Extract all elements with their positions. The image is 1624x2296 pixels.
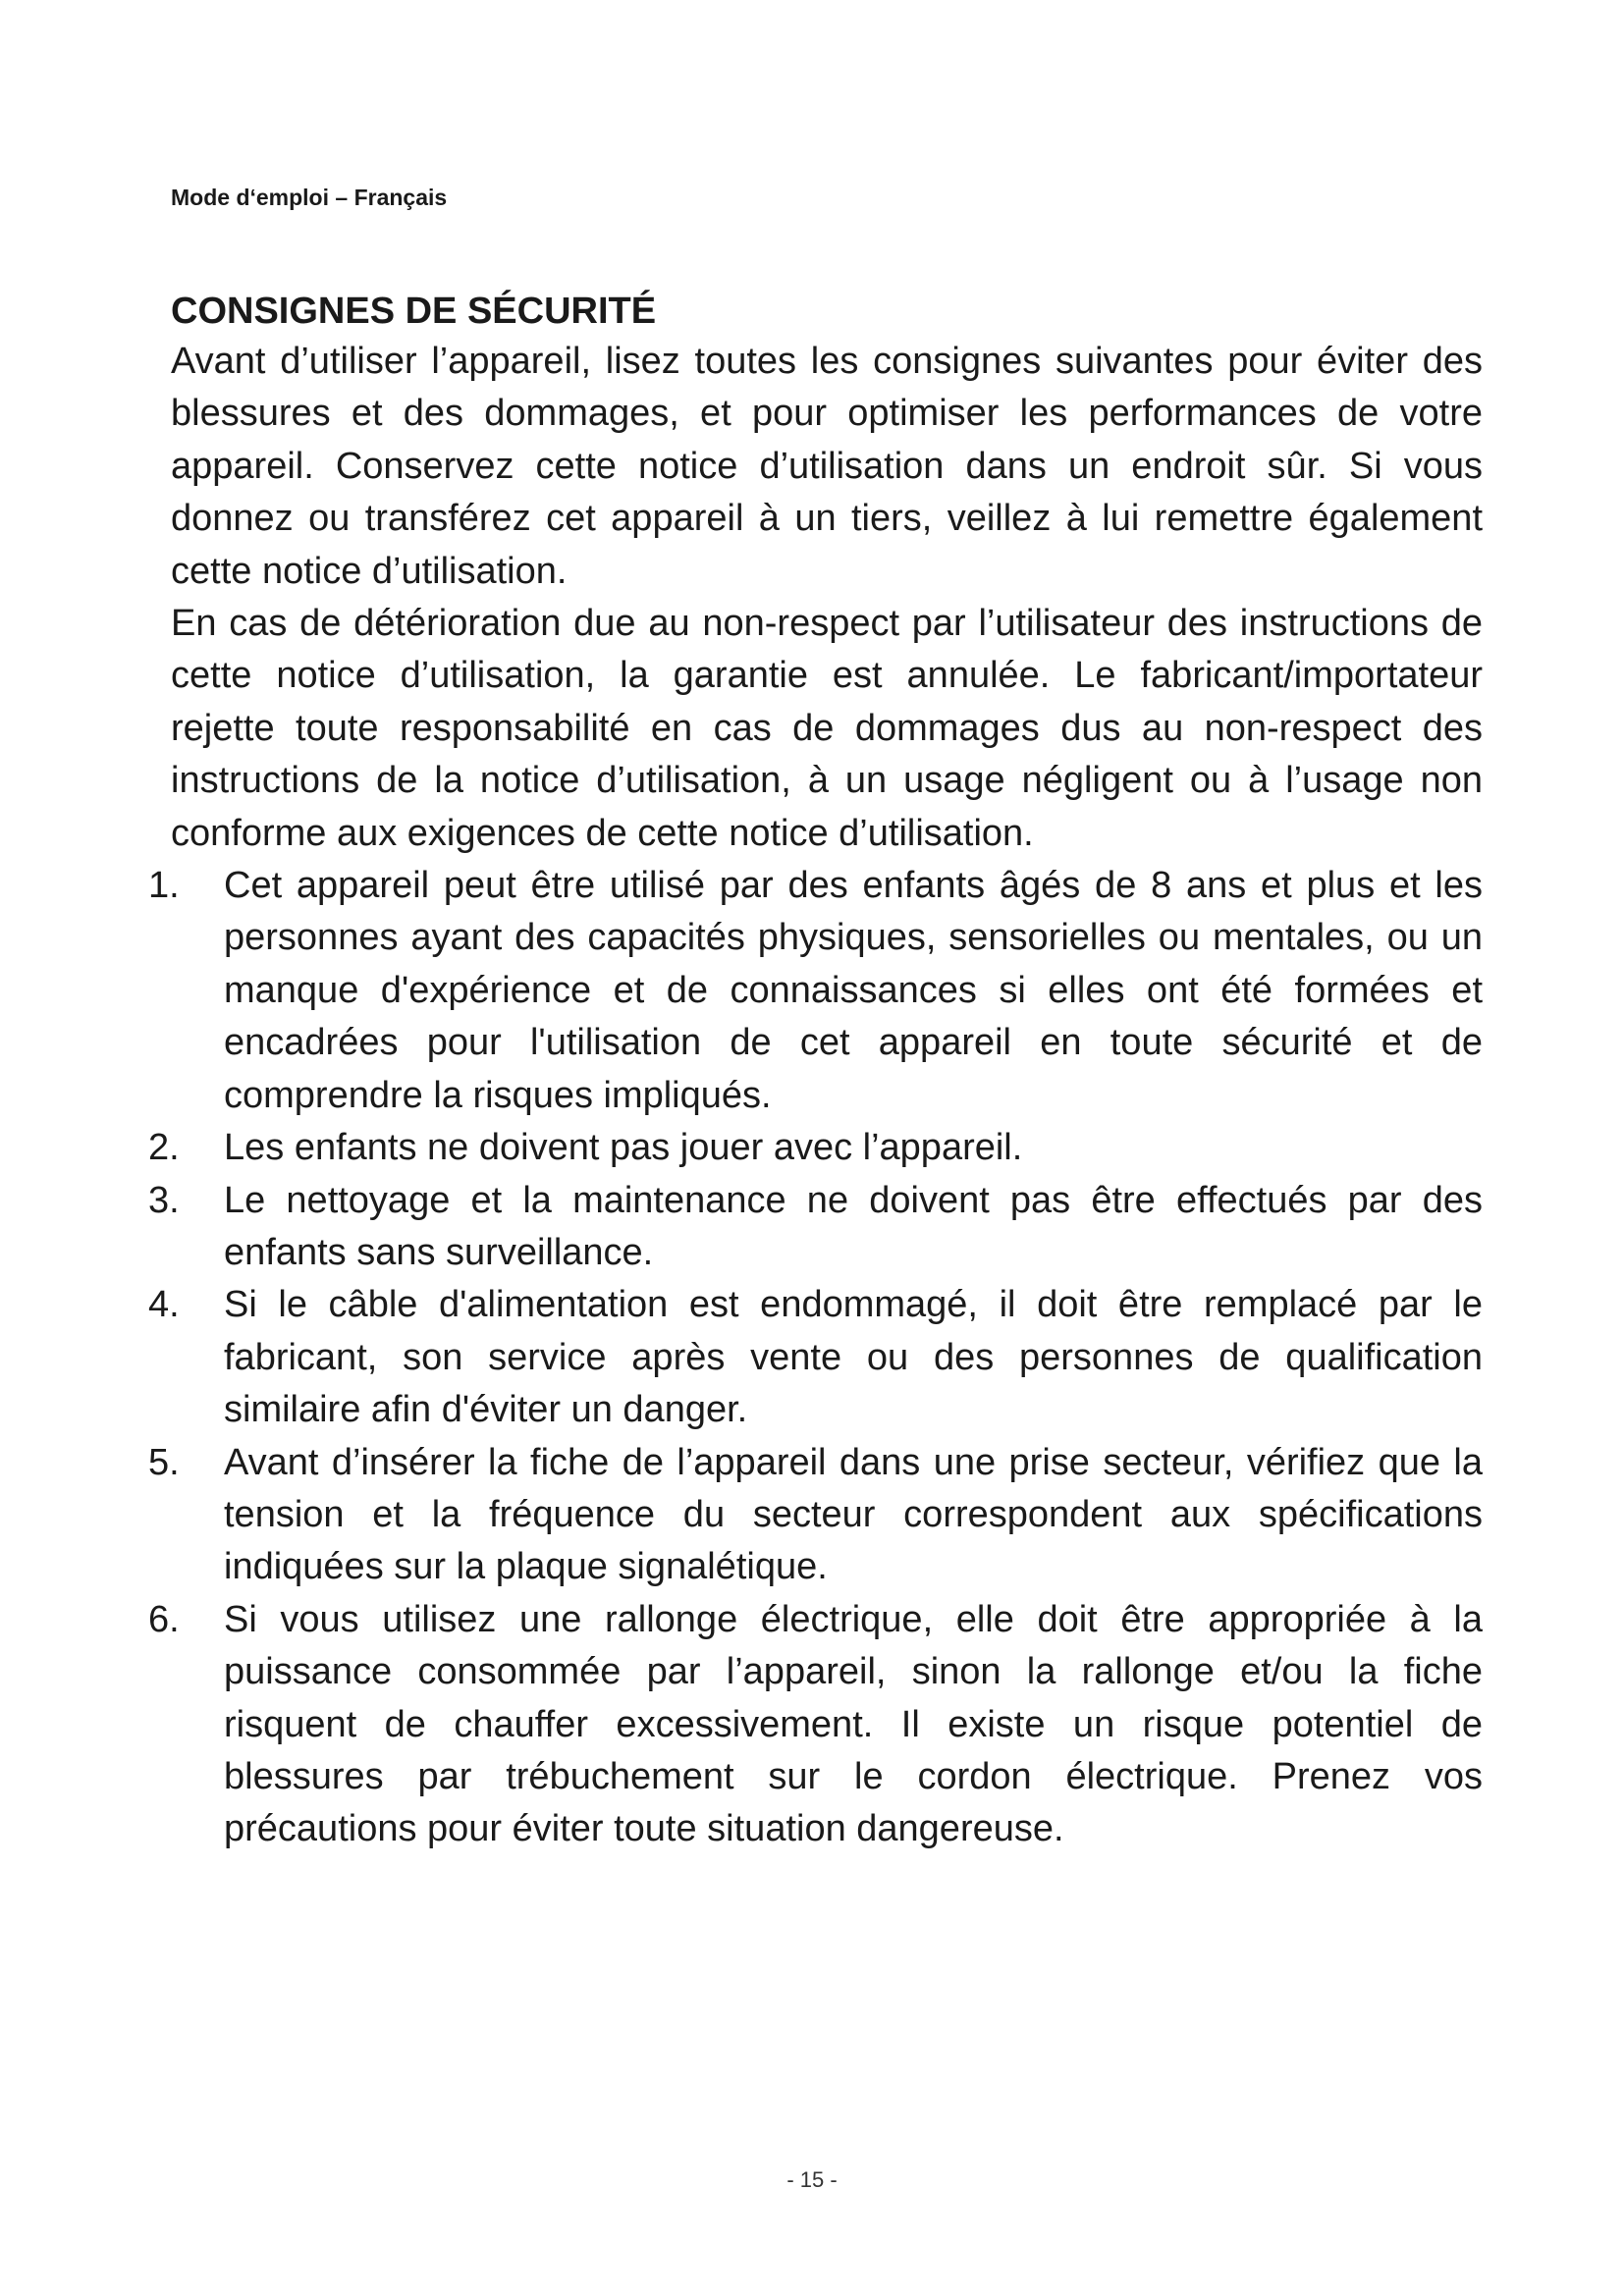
list-item-text: Les enfants ne doivent pas jouer avec l’appareil. [224, 1127, 1023, 1169]
list-item-text: Avant d’insérer la fiche de l’appareil dans une prise secteur, vérifiez que la tension et la fréquence du secteur correspondent aux spécifications indiquées sur la plaque signalétique. [224, 1441, 1483, 1588]
list-item [148, 1122, 1483, 1174]
list-item-number: 5. [148, 1441, 180, 1483]
list-item-number: 4. [148, 1284, 180, 1326]
page-number: - 15 - [786, 2167, 838, 2192]
list-item-text: Si le câble d'alimentation est endommagé, il doit être remplacé par le fabricant, son service après vente ou des personnes de qualification similaire afin d'éviter un danger. [224, 1284, 1483, 1431]
list-item-text: Cet appareil peut être utilisé par des enfants âgés de 8 ans et plus et les personnes ayant des capacités physiques, sensorielles ou mentales, ou un manque d'expérience et de connaissances si elles ont été formées et encadrées pour l'utilisation de cet appareil en toute sécurité et de comprendre la risques impliqués. [224, 865, 1483, 1116]
list-item-number: 2. [148, 1127, 180, 1169]
safety-section [148, 287, 1483, 1856]
list-item [148, 860, 1483, 1122]
list-item [148, 1279, 1483, 1436]
list-item [148, 1175, 1483, 1280]
list-item-number: 6. [148, 1598, 180, 1640]
list-item-text: Si vous utilisez une rallonge électrique, elle doit être appropriée à la puissance consommée par l’appareil, sinon la rallonge et/ou la fiche risquent de chauffer excessivement. Il existe un risque potentiel de blessures par trébuchement sur le cordon électrique. Prenez vos précautions pour éviter toute situation dangereuse. [224, 1598, 1483, 1850]
page-header: Mode d‘emploi – Français [171, 185, 448, 210]
list-item [148, 1437, 1483, 1594]
warranty-paragraph: En cas de détérioration due au non-respect par l’utilisateur des instructions de cette notice d’utilisation, la garantie est annulée. Le fabricant/importateur rejette toute responsabilité en cas de dommages dus au non-respect des instructions de la notice d’utilisation, à un usage négligent ou à l’usage non conforme aux exigences de cette notice d’utilisation. [171, 603, 1483, 854]
list-item [148, 1594, 1483, 1856]
section-title: CONSIGNES DE SÉCURITÉ [171, 291, 657, 332]
list-item-number: 1. [148, 865, 180, 907]
list-item-text: Le nettoyage et la maintenance ne doivent pas être effectués par des enfants sans surveillance. [224, 1179, 1483, 1273]
intro-paragraph: Avant d’utiliser l’appareil, lisez toutes les consignes suivantes pour éviter des blessures et des dommages, et pour optimiser les performances de votre appareil. Conservez cette notice d’utilisation dans un endroit sûr. Si vous donnez ou transférez cet appareil à un tiers, veillez à lui remettre également cette notice d’utilisation. [171, 341, 1483, 592]
list-item-number: 3. [148, 1179, 180, 1221]
safety-instructions-list [148, 860, 1483, 1856]
